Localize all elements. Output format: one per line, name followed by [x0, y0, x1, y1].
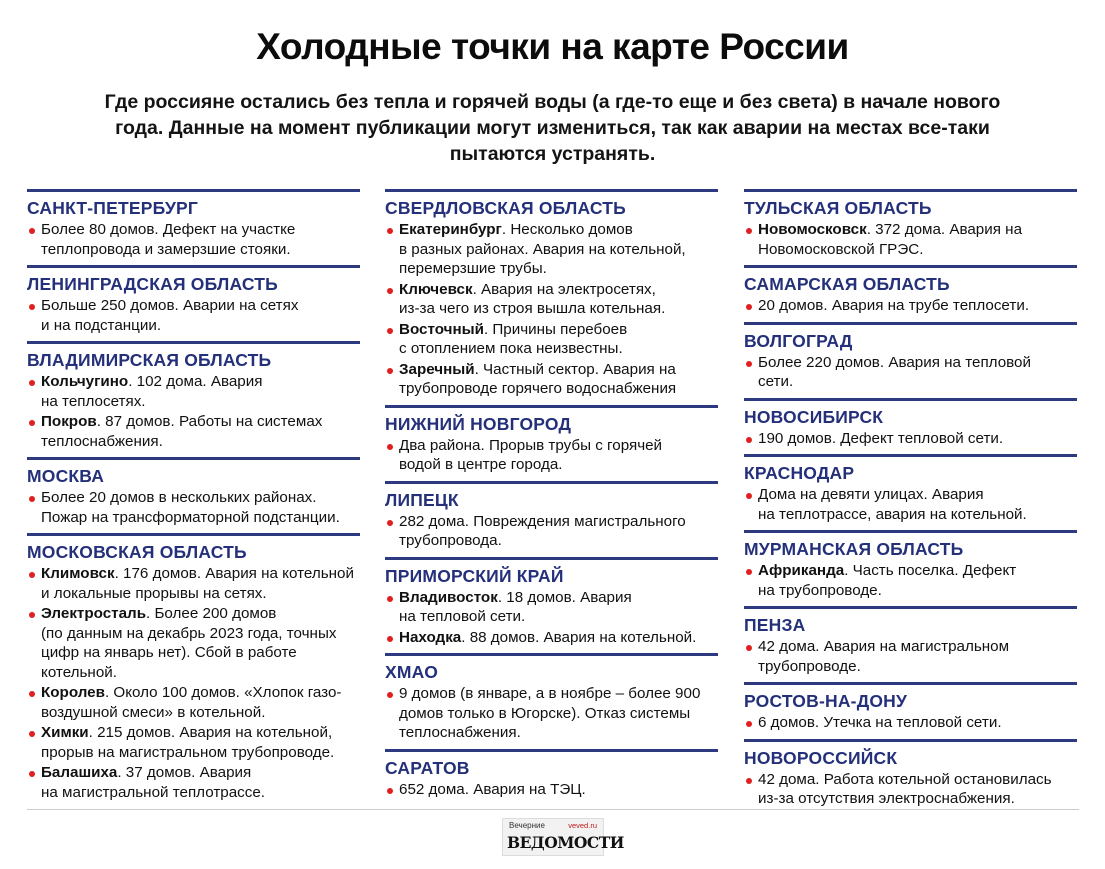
- incident-text: . 37 домов. Авария на магистральной теплотрассе.: [41, 764, 266, 801]
- logo-main-text: ВЕДОМОСТИ: [507, 833, 624, 852]
- bullet-dot-icon: [387, 444, 393, 450]
- bullet-dot-icon: [746, 361, 752, 367]
- page-subtitle: Где россияне остались без тепла и горячей воды (а где-то еще и без света) в начале нового года. Данные на момент публикации могут измениться, так как аварии на местах все-таки пытаются устранять.: [104, 91, 1001, 165]
- bullet-dot-icon: [29, 420, 35, 426]
- incident-text: 6 домов. Утечка на тепловой сети.: [758, 714, 1002, 731]
- incident-entry: [385, 780, 718, 800]
- place-name: Электросталь: [41, 605, 147, 622]
- region-block: [27, 265, 360, 341]
- bullet-dot-icon: [746, 645, 752, 651]
- bullet-dot-icon: [387, 368, 393, 374]
- incident-entry: [744, 713, 1077, 733]
- bullet-dot-icon: [29, 572, 35, 578]
- incident-text: . Более 200 домов (по данным на декабрь 2023 года, точных цифр на январь нет). Сбой в работе котельной.: [41, 605, 337, 681]
- region-block: [27, 341, 360, 457]
- incident-text: 282 дома. Повреждения магистрального трубопровода.: [399, 512, 686, 549]
- region-name: РОСТОВ-НА-ДОНУ: [744, 691, 908, 711]
- incident-text: . 18 домов. Авария на тепловой сети.: [399, 588, 632, 625]
- region-block: [27, 533, 360, 808]
- incident-text: . Частный сектор. Авария на трубопроводе горячего водоснабжения: [399, 360, 677, 397]
- bullet-dot-icon: [29, 380, 35, 386]
- region-block: [744, 606, 1077, 682]
- bullet-dot-icon: [29, 304, 35, 310]
- incident-entry: [385, 628, 718, 648]
- logo-url: veved.ru: [568, 821, 597, 830]
- incident-entry: [385, 280, 718, 319]
- place-name: Заречный: [399, 360, 475, 378]
- incident-entry: [385, 588, 718, 627]
- incident-entry: [27, 296, 360, 335]
- region-name: ВОЛГОГРАД: [744, 330, 853, 351]
- page-title: Холодные точки на карте России: [256, 26, 849, 67]
- region-block: [27, 457, 360, 533]
- region-name: САНКТ-ПЕТЕРБУРГ: [27, 198, 199, 218]
- incident-entry: [385, 684, 718, 743]
- region-block: [27, 189, 360, 265]
- bullet-dot-icon: [387, 228, 393, 234]
- bullet-dot-icon: [746, 437, 752, 443]
- region-block: [744, 682, 1077, 739]
- bullet-dot-icon: [387, 788, 393, 794]
- bullet-dot-icon: [29, 731, 35, 737]
- logo-small-text: Вечерние: [509, 821, 545, 830]
- incident-text: . 88 домов. Авария на котельной.: [461, 628, 697, 646]
- bullet-dot-icon: [746, 721, 752, 727]
- incident-entry: [27, 763, 360, 802]
- region-block: [744, 530, 1077, 606]
- incident-entry: [744, 561, 1077, 600]
- incident-entry: [744, 429, 1077, 449]
- incident-text: Более 80 домов. Дефект на участке теплопровода и замерзшие стояки.: [41, 221, 296, 258]
- region-block: [385, 189, 718, 405]
- incident-text: . Около 100 домов. «Хлопок газо- воздушной смеси» в котельной.: [41, 684, 342, 721]
- incident-entry: [744, 353, 1077, 392]
- place-name: Восточный: [399, 320, 484, 338]
- place-name: Ключевск: [399, 280, 473, 298]
- place-name: Новомосковск: [758, 221, 867, 238]
- region-name: ХМАО: [385, 662, 439, 682]
- incident-text: Более 220 домов. Авария на тепловой сети.: [758, 353, 1031, 390]
- place-name: Кольчугино: [41, 373, 129, 390]
- bullet-dot-icon: [29, 496, 35, 502]
- incident-entry: [385, 320, 718, 359]
- region-name: ВЛАДИМИРСКАЯ ОБЛАСТЬ: [27, 350, 272, 370]
- incident-text: . Несколько домов в разных районах. Авария на котельной, перемерзшие трубы.: [399, 221, 686, 277]
- bullet-dot-icon: [387, 520, 393, 526]
- incident-text: . Авария на электросетях, из-за чего из строя вышла котельная.: [399, 280, 666, 317]
- incident-entry: [744, 770, 1077, 809]
- region-name: САМАРСКАЯ ОБЛАСТЬ: [744, 274, 950, 294]
- place-name: Королев: [41, 684, 105, 701]
- place-name: Климовск: [41, 565, 115, 582]
- incident-entry: [27, 372, 360, 411]
- vedomosti-logo: [502, 818, 624, 856]
- incident-text: . Причины перебоев с отоплением пока неизвестны.: [399, 320, 628, 357]
- incident-text: Больше 250 домов. Аварии на сетях и на подстанции.: [41, 297, 299, 334]
- bullet-dot-icon: [746, 228, 752, 234]
- incident-entry: [27, 220, 360, 259]
- bullet-dot-icon: [29, 228, 35, 234]
- bullet-dot-icon: [387, 288, 393, 294]
- incident-entry: [385, 360, 718, 399]
- column-1: [27, 189, 360, 808]
- incident-entry: [744, 296, 1077, 316]
- region-name: НИЖНИЙ НОВГОРОД: [385, 413, 572, 434]
- bullet-dot-icon: [29, 612, 35, 618]
- incident-entry: [744, 637, 1077, 676]
- region-name: ПЕНЗА: [744, 615, 806, 635]
- incident-text: 42 дома. Авария на магистральном трубопроводе.: [758, 638, 1010, 675]
- region-name: ТУЛЬСКАЯ ОБЛАСТЬ: [744, 198, 932, 218]
- incident-text: . 372 дома. Авария на Новомосковской ГРЭС.: [758, 221, 1023, 258]
- region-block: [744, 322, 1077, 398]
- incident-entry: [385, 220, 718, 279]
- bullet-dot-icon: [387, 328, 393, 334]
- region-block: [744, 189, 1077, 265]
- region-block: [385, 481, 718, 557]
- region-block: [385, 557, 718, 654]
- incident-entry: [27, 564, 360, 603]
- region-block: [385, 749, 718, 806]
- bullet-dot-icon: [746, 569, 752, 575]
- region-name: КРАСНОДАР: [744, 463, 855, 483]
- incident-text: 42 дома. Работа котельной остановилась из-за отсутствия электроснабжения.: [758, 770, 1052, 807]
- region-block: [744, 265, 1077, 322]
- place-name: Африканда: [758, 562, 845, 579]
- bullet-dot-icon: [746, 304, 752, 310]
- place-name: Покров: [41, 413, 97, 430]
- place-name: Химки: [41, 724, 89, 741]
- incident-text: . 87 домов. Работы на системах теплоснабжения.: [41, 413, 323, 450]
- incident-text: Дома на девяти улицах. Авария на теплотрассе, авария на котельной.: [758, 486, 1027, 523]
- incident-entry: [27, 604, 360, 682]
- place-name: Екатеринбург: [399, 221, 502, 238]
- region-name: ЛЕНИНГРАДСКАЯ ОБЛАСТЬ: [27, 274, 278, 294]
- incident-text: . 215 домов. Авария на котельной, прорыв на магистральном трубопроводе.: [41, 724, 335, 761]
- region-name: САРАТОВ: [385, 757, 470, 778]
- region-name: ПРИМОРСКИЙ КРАЙ: [385, 565, 564, 586]
- incident-text: Два района. Прорыв трубы с горячей водой в центре города.: [399, 436, 663, 473]
- incident-text: 652 дома. Авария на ТЭЦ.: [399, 780, 586, 798]
- column-2: [385, 189, 718, 805]
- region-block: [385, 653, 718, 749]
- incident-text: . Часть поселка. Дефект на трубопроводе.: [758, 562, 1017, 599]
- place-name: Балашиха: [41, 764, 118, 781]
- incident-text: 9 домов (в январе, а в ноябре – более 900 домов только в Югорске). Отказ системы теплоснабжения.: [399, 685, 701, 741]
- incident-entry: [27, 723, 360, 762]
- incident-text: . 176 домов. Авария на котельной и локальные прорывы на сетях.: [41, 565, 354, 602]
- bullet-dot-icon: [746, 778, 752, 784]
- region-name: НОВОРОССИЙСК: [744, 747, 898, 768]
- incident-entry: [385, 436, 718, 475]
- incident-entry: [27, 412, 360, 451]
- region-name: МОСКВА: [27, 466, 105, 486]
- bullet-dot-icon: [387, 596, 393, 602]
- bullet-dot-icon: [29, 691, 35, 697]
- region-name: СВЕРДЛОВСКАЯ ОБЛАСТЬ: [385, 198, 626, 218]
- region-name: МУРМАНСКАЯ ОБЛАСТЬ: [744, 539, 964, 559]
- region-name: МОСКОВСКАЯ ОБЛАСТЬ: [27, 542, 247, 562]
- incident-entry: [744, 485, 1077, 524]
- incident-entry: [385, 512, 718, 551]
- column-3: [744, 189, 1077, 815]
- place-name: Владивосток: [399, 588, 498, 606]
- bullet-dot-icon: [746, 493, 752, 499]
- region-name: ЛИПЕЦК: [385, 489, 459, 510]
- region-block: [385, 405, 718, 481]
- region-name: НОВОСИБИРСК: [744, 406, 884, 427]
- incident-text: 190 домов. Дефект тепловой сети.: [758, 429, 1004, 447]
- incident-text: . 102 дома. Авария на теплосетях.: [41, 373, 263, 410]
- region-block: [744, 398, 1077, 455]
- incident-entry: [27, 488, 360, 527]
- incident-text: Более 20 домов в нескольких районах. Пожар на трансформаторной подстанции.: [41, 489, 340, 526]
- place-name: Находка: [399, 628, 462, 646]
- incident-entry: [744, 220, 1077, 259]
- incident-entry: [27, 683, 360, 722]
- bullet-dot-icon: [387, 636, 393, 642]
- bullet-dot-icon: [29, 771, 35, 777]
- incident-text: 20 домов. Авария на трубе теплосети.: [758, 297, 1030, 314]
- bullet-dot-icon: [387, 692, 393, 698]
- region-block: [744, 454, 1077, 530]
- footer-divider: [27, 809, 1079, 810]
- region-block: [744, 739, 1077, 815]
